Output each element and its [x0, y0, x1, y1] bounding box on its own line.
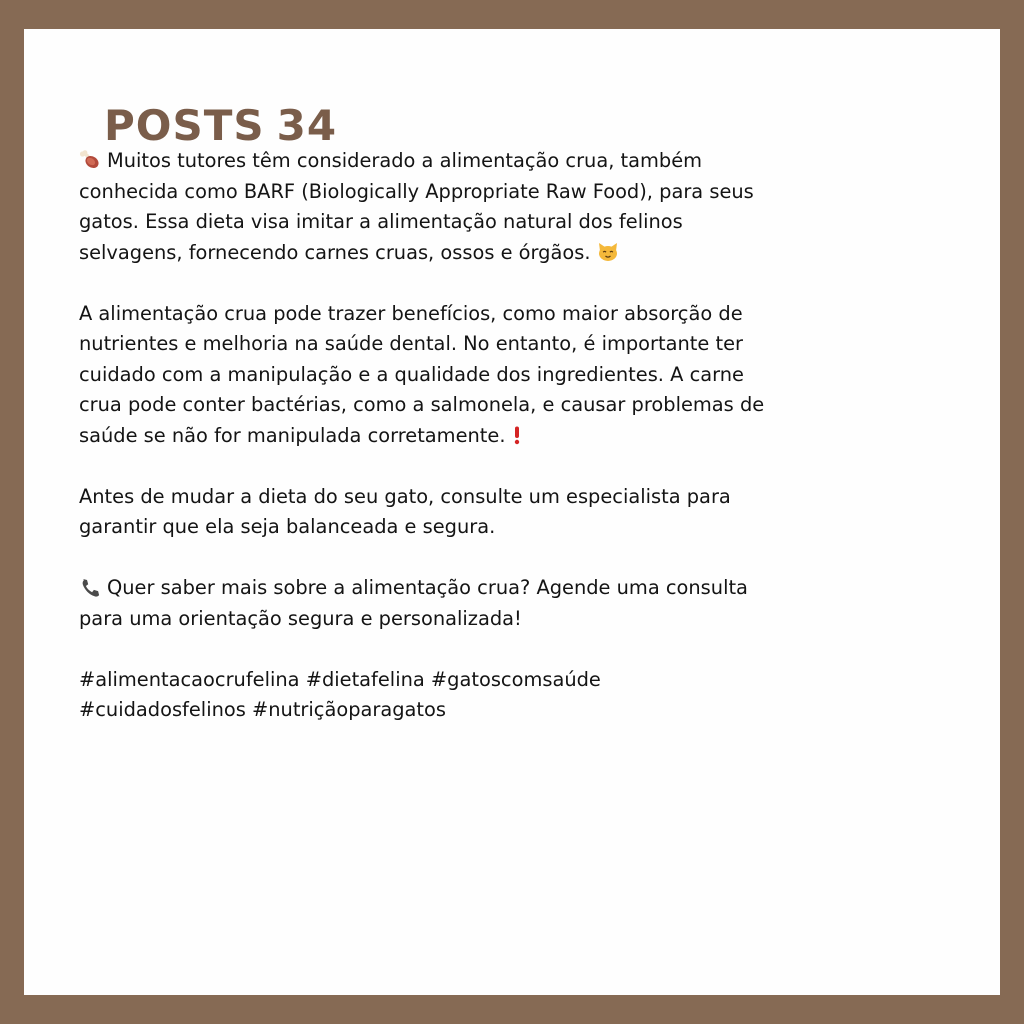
text-line: cuidado com a manipulação e a qualidade dos ingredientes. A carne: [79, 362, 744, 386]
text-line: garantir que ela seja balanceada e segura.: [79, 515, 496, 538]
exclamation-icon: [512, 425, 522, 445]
telephone-icon: [79, 577, 101, 597]
title-label: POSTS: [104, 101, 265, 150]
post-body: [79, 146, 919, 726]
post-title: [104, 101, 338, 150]
text-line: conhecida como BARF (Biologically Appropriate Raw Food), para seus: [79, 179, 754, 203]
text-line: Muitos tutores têm considerado a alimentação crua, também: [79, 146, 919, 177]
text-line: selvagens, fornecendo carnes cruas, ossos e órgãos.: [79, 238, 919, 269]
paragraph-advice: [79, 482, 919, 543]
text-line: A alimentação crua pode trazer benefícios, como maior absorção de: [79, 301, 743, 325]
text-line: Quer saber mais sobre a alimentação crua? Agende uma consulta: [79, 573, 919, 604]
paragraph-intro: [79, 146, 919, 268]
text-line: Antes de mudar a dieta do seu gato, consulte um especialista para: [79, 484, 731, 508]
hashtag-line: #cuidadosfelinos #nutriçãoparagatos: [79, 698, 447, 721]
text-line: saúde se não for manipulada corretamente.: [79, 421, 919, 452]
hashtag-line: #alimentacaocrufelina #dietafelina #gatoscomsaúde: [79, 667, 601, 691]
text-line: crua pode conter bactérias, como a salmonela, e causar problemas de: [79, 393, 765, 416]
paragraph-call-to-action: [79, 573, 919, 634]
text-line: para uma orientação segura e personalizada!: [79, 606, 522, 630]
paragraph-benefits: [79, 299, 919, 452]
cat-face-icon: [597, 241, 619, 262]
text-line: gatos. Essa dieta visa imitar a alimentação natural dos felinos: [79, 210, 683, 233]
meat-on-bone-icon: [79, 150, 101, 170]
hashtags: [79, 665, 919, 726]
text-line: nutrientes e melhoria na saúde dental. No entanto, é importante ter: [79, 332, 743, 355]
post-number: 34: [276, 101, 338, 150]
